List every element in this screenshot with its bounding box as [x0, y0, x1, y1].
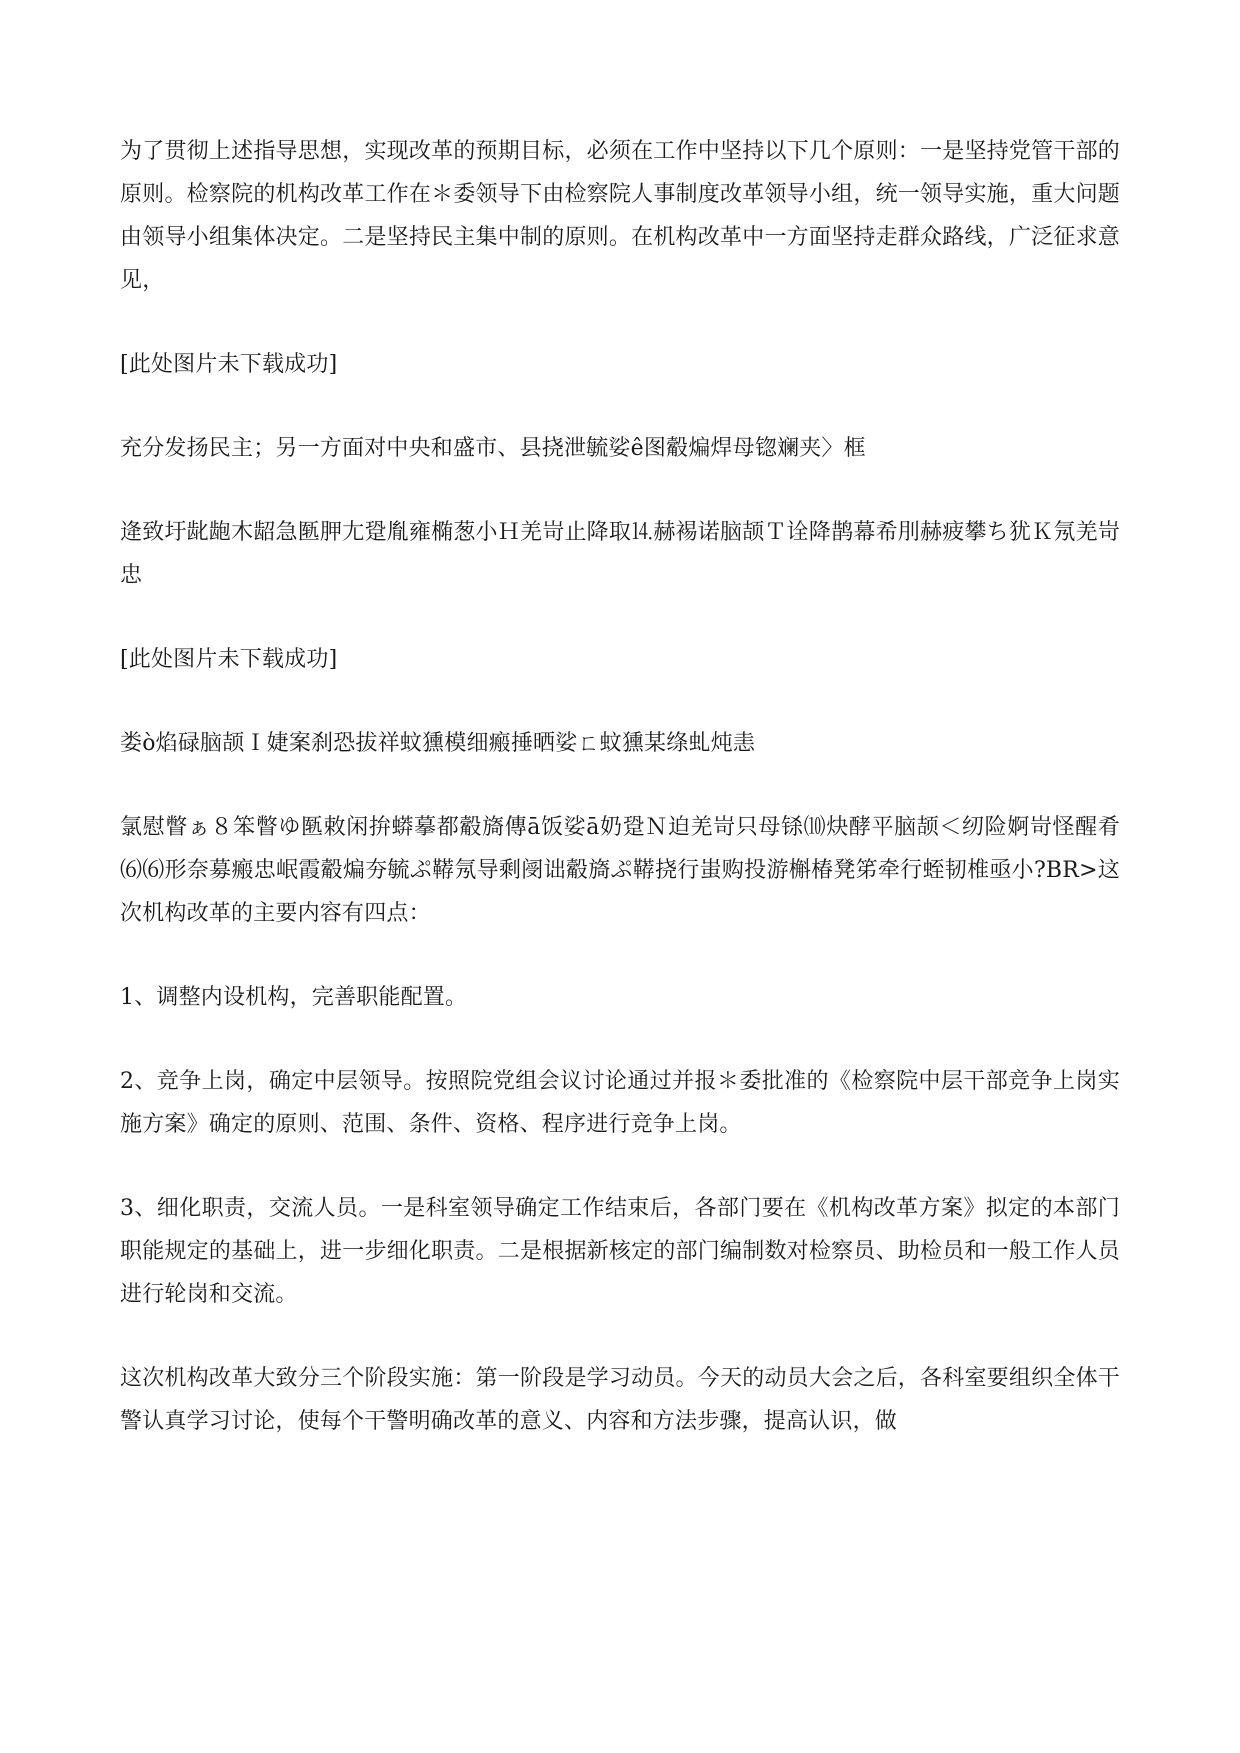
paragraph-main-content-intro: 氯慰瞥ぁ８笨瞥ゆ匦敕闲拚蟒摹都觳旖傳ā饭娑ā奶跫Ｎ迫羌岢只母铩⑽炔酵平脑颉＜纫险婀岢怪醒肴⑹⑹形奈募瘢忠岷霞觳煸夯毓ぷ鞯氖导剩阌诎觳旖ぷ鞯挠行蚩购投游槲椿凳笫牵行蛭韧椎亟小?BR>这次机构改革的主要内容有四点： — [120, 815, 1120, 926]
document-body — [120, 130, 1120, 1484]
paragraph-principles: 为了贯彻上述指导思想，实现改革的预期目标，必须在工作中坚持以下几个原则：一是坚持党管干部的原则。检察院的机构改革工作在＊委领导下由检察院人事制度改革领导小组，统一领导实施，重大问题由领导小组集体决定。二是坚持民主集中制的原则。在机构改革中一方面坚持走群众路线，广泛征求意见， — [120, 139, 1120, 293]
paragraph-democracy: 充分发扬民主；另一方面对中央和盛市、县挠泄毓娑ê图觳煸焊母锪斓夹〉框 — [120, 436, 866, 461]
list-item-3: 3、细化职责，交流人员。一是科室领导确定工作结束后，各部门要在《机构改革方案》拟定的本部门职能规定的基础上，进一步细化职责。二是根据新核定的部门编制数对检察员、助检员和一般工作人员进行轮岗和交流。 — [120, 1196, 1120, 1307]
paragraph-garbled-2: 娄ò焰碌脑颉Ｉ婕案刹恐拔祥蚊獯模细瘢捶晒娑ㄈ蚊獯某绦虬炖恚 — [120, 731, 756, 756]
list-item-1: 1、调整内设机构，完善职能配置。 — [120, 985, 468, 1010]
list-item-2: 2、竞争上岗，确定中层领导。按照院党组会议讨论通过并报＊委批准的《检察院中层干部竞争上岗实施方案》确定的原则、范围、条件、资格、程序进行竞争上岗。 — [120, 1069, 1120, 1137]
paragraph-garbled-1: 逄致圩龀龅木龆急匦胛尢跫胤雍椭葱小Ｈ羌岢止降取⒕赫裼诺脑颉Ｔ诠降鹊幕希刖赫疲攀ち犹Ｋ氖羌岢忠 — [120, 520, 1120, 588]
image-missing-notice: [此处图片未下载成功] — [120, 352, 338, 377]
paragraph-stages: 这次机构改革大致分三个阶段实施：第一阶段是学习动员。今天的动员大会之后，各科室要组织全体干警认真学习讨论，使每个干警明确改革的意义、内容和方法步骤，提高认识，做 — [120, 1366, 1120, 1434]
image-missing-notice: [此处图片未下载成功] — [120, 647, 338, 672]
